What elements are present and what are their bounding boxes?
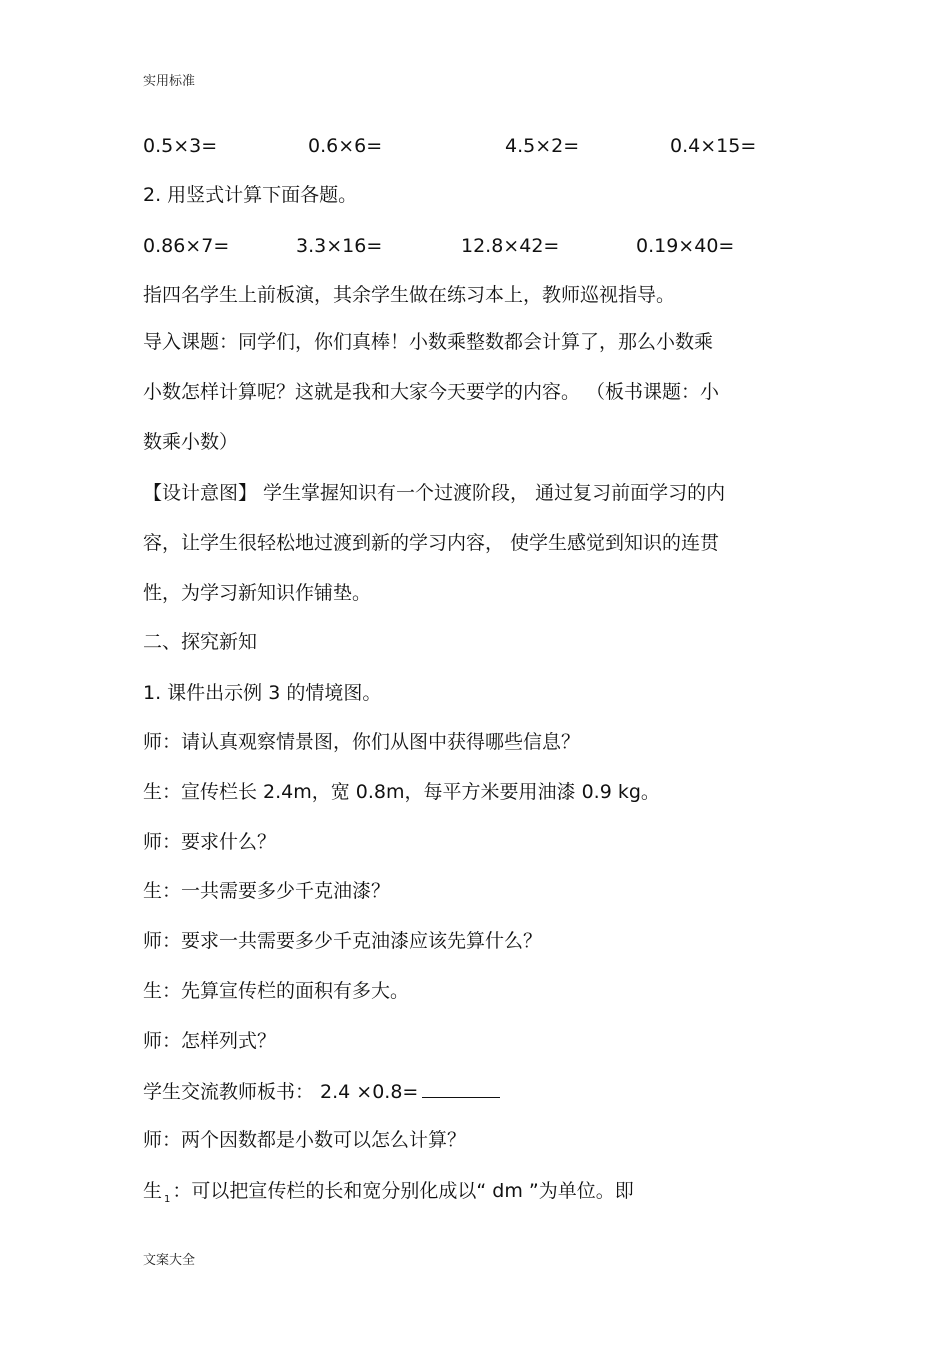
dialogue-line: 师：两个因数都是小数可以怎么计算？ [143, 1129, 467, 1151]
dialogue-line: 师：怎样列式？ [143, 1030, 277, 1052]
dialogue-line: 生：一共需要多少千克油漆？ [143, 880, 391, 902]
paragraph-line: 容，让学生很轻松地过渡到新的学习内容， 使学生感觉到知识的连贯 [143, 532, 720, 554]
calc-item: 0.19×40= [636, 235, 735, 257]
speaker-subscript: 1 [164, 1193, 171, 1205]
section-heading: 二、探究新知 [143, 631, 258, 653]
paragraph-line: 导入课题：同学们，你们真棒！小数乘整数都会计算了，那么小数乘 [143, 331, 714, 353]
dialogue-line: 师：要求一共需要多少千克油漆应该先算什么？ [143, 930, 543, 952]
calc-item: 0.4×15= [670, 135, 757, 157]
calc-item: 4.5×2= [505, 135, 580, 157]
page-header: 实用标准 [143, 74, 196, 89]
dialogue-line: 师：要求什么？ [143, 831, 277, 853]
dialogue-line: 师：请认真观察情景图，你们从图中获得哪些信息？ [143, 731, 581, 753]
paragraph-line: 小数怎样计算呢？这就是我和大家今天要学的内容。 （板书课题：小 [143, 381, 720, 403]
calc-item: 0.6×6= [308, 135, 383, 157]
dialogue-line [143, 1179, 843, 1212]
calc-item: 12.8×42= [461, 235, 560, 257]
dialogue-line: 生：先算宣传栏的面积有多大。 [143, 980, 410, 1002]
page-footer: 文案大全 [143, 1253, 196, 1268]
dialogue-text: ：可以把宣传栏的长和宽分别化成以“ dm ”为单位。即 [172, 1180, 634, 1202]
paragraph-line: 性，为学习新知识作铺垫。 [143, 582, 372, 604]
paragraph-line: 数乘小数） [143, 431, 239, 453]
question-2: 2. 用竖式计算下面各题。 [143, 184, 358, 206]
speaker-label: 生 [143, 1180, 163, 1202]
board-writing-line [143, 1079, 843, 1104]
dialogue-line: 生：宣传栏长 2.4m，宽 0.8m，每平方米要用油漆 0.9 kg。 [143, 781, 660, 803]
calc-item: 0.86×7= [143, 235, 230, 257]
calc-item: 0.5×3= [143, 135, 218, 157]
answer-blank [422, 1079, 500, 1098]
paragraph-line: 指四名学生上前板演，其余学生做在练习本上，教师巡视指导。 [143, 284, 676, 306]
calc-item: 3.3×16= [296, 235, 383, 257]
paragraph-line: 1. 课件出示例 3 的情境图。 [143, 682, 382, 704]
paragraph-line: 【设计意图】 学生掌握知识有一个过渡阶段， 通过复习前面学习的内 [143, 482, 726, 504]
board-writing-text: 学生交流教师板书： 2.4 ×0.8= [143, 1081, 419, 1103]
